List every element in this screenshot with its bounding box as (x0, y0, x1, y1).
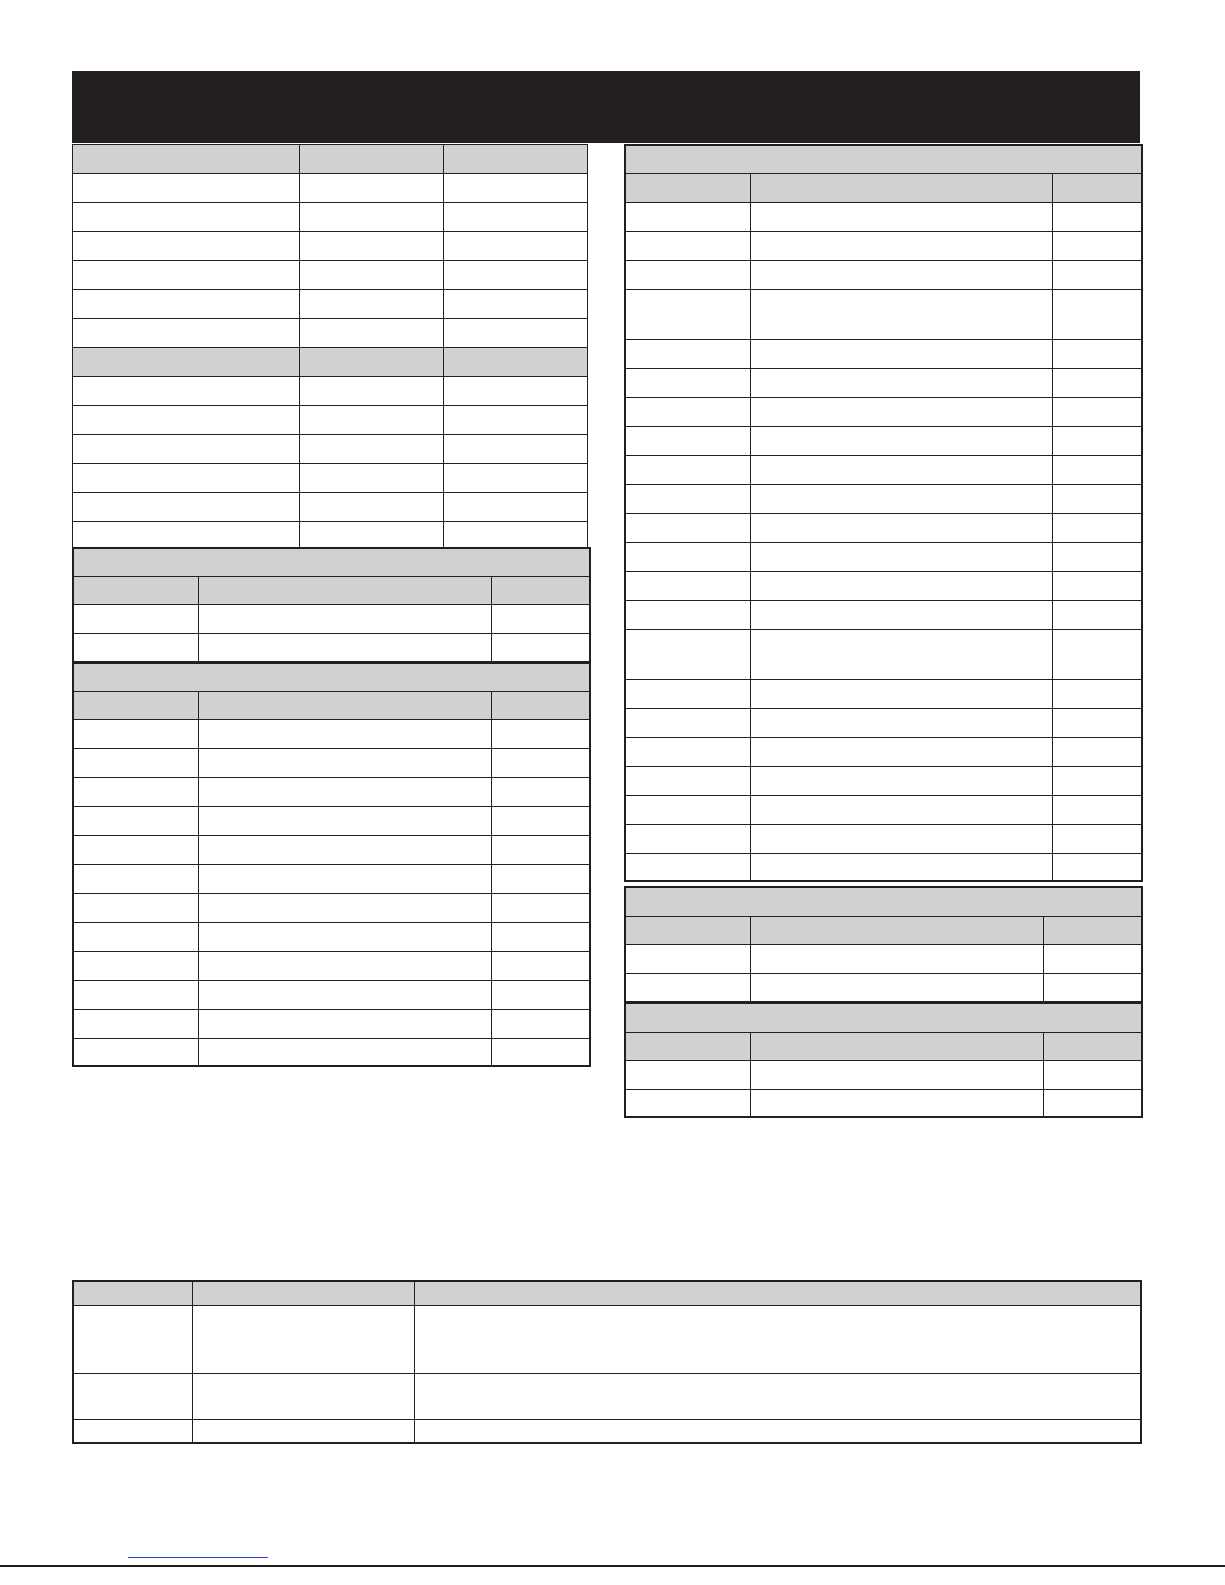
table-row (625, 397, 1142, 426)
table-row (73, 633, 590, 662)
table-row (73, 319, 588, 348)
table-header-row (73, 576, 590, 604)
table-header-row (625, 173, 1142, 202)
table-row (625, 542, 1142, 571)
table-row (625, 202, 1142, 231)
table-row (73, 748, 590, 777)
table-header-row (73, 1281, 1141, 1305)
table-row (73, 1305, 1141, 1373)
table-row (73, 1419, 1141, 1443)
table-row (73, 522, 588, 550)
table-row (73, 893, 590, 922)
table-row (73, 1373, 1141, 1419)
table-row (625, 1089, 1142, 1117)
table-row (625, 853, 1142, 881)
left-spec-table (72, 144, 588, 550)
section-title-row (625, 887, 1142, 916)
table-row (73, 377, 588, 406)
table-row (625, 629, 1142, 679)
section-title-row (73, 548, 590, 576)
table-row (625, 289, 1142, 339)
table-row (625, 426, 1142, 455)
table-row (625, 824, 1142, 853)
table-row (73, 980, 590, 1009)
table-row (625, 513, 1142, 542)
table-row (625, 1060, 1142, 1089)
table-row (73, 951, 590, 980)
section-title-row (73, 663, 590, 691)
table-row (73, 435, 588, 464)
table-row (625, 679, 1142, 708)
left-parts-table-b (72, 662, 591, 1067)
right-parts-table (624, 144, 1143, 882)
table-row (73, 922, 590, 951)
table-row (73, 174, 588, 203)
table-row (73, 261, 588, 290)
table-row (625, 455, 1142, 484)
table-row (73, 493, 588, 522)
table-row (73, 203, 588, 232)
table-row (73, 406, 588, 435)
left-parts-table-a (72, 547, 591, 663)
table-row (625, 484, 1142, 513)
table-row (73, 464, 588, 493)
table-row (73, 1009, 590, 1038)
table-row (73, 604, 590, 633)
table-row (73, 806, 590, 835)
table-row (73, 719, 590, 748)
table-header-row (73, 348, 588, 377)
table-header-row (73, 691, 590, 719)
table-header-row (73, 145, 588, 174)
right-small-table-a (624, 886, 1143, 1003)
table-header-row (625, 916, 1142, 944)
table-row (625, 708, 1142, 737)
table-row (625, 368, 1142, 397)
table-row (625, 737, 1142, 766)
footer-link-underline[interactable] (128, 1557, 268, 1558)
table-row (625, 944, 1142, 973)
table-row (73, 864, 590, 893)
section-title-row (625, 1003, 1142, 1032)
right-small-table-b (624, 1002, 1143, 1118)
table-row (625, 600, 1142, 629)
footer-rule (0, 1565, 1225, 1567)
table-row (625, 795, 1142, 824)
table-header-row (625, 1032, 1142, 1060)
table-row (625, 260, 1142, 289)
table-row (73, 835, 590, 864)
table-row (625, 766, 1142, 795)
page-banner (72, 71, 1140, 143)
section-title-row (625, 145, 1142, 173)
table-row (73, 232, 588, 261)
table-row (625, 973, 1142, 1002)
table-row (625, 339, 1142, 368)
table-row (625, 231, 1142, 260)
table-row (73, 1038, 590, 1066)
table-row (73, 290, 588, 319)
table-row (625, 571, 1142, 600)
table-row (73, 777, 590, 806)
bottom-notes-table (72, 1280, 1142, 1444)
